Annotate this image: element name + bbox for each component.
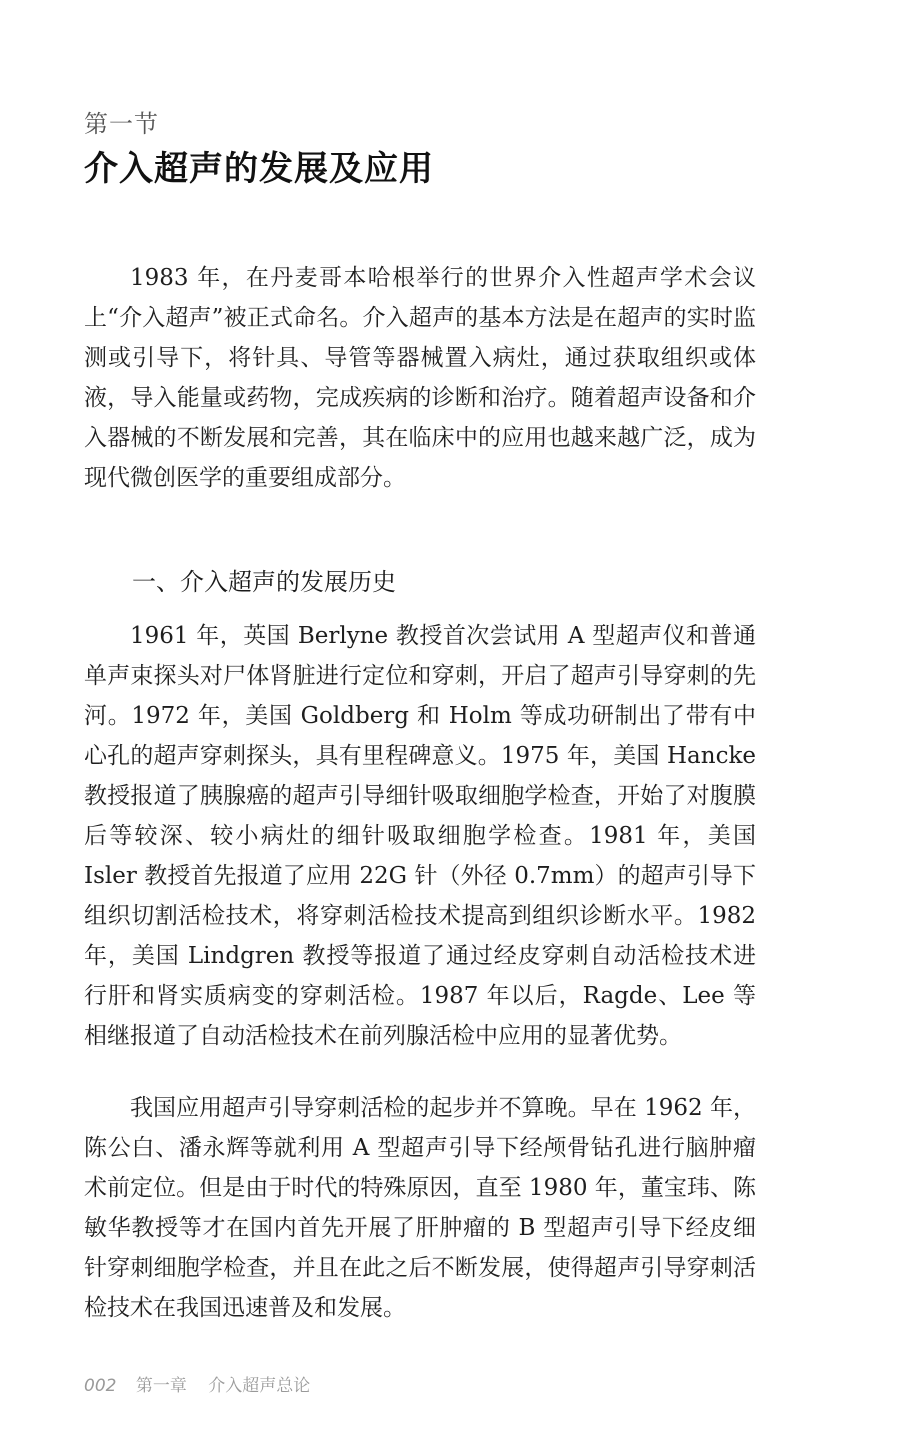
section-title: 介入超声的发展及应用: [84, 149, 434, 189]
page-footer: [84, 1372, 310, 1400]
intro-paragraph: 1983 年，在丹麦哥本哈根举行的世界介入性超声学术会议上“介入超声”被正式命名。介入超声的基本方法是在超声的实时监测或引导下，将针具、导管等器械置入病灶，通过获取组织或体液，导入能量或药物，完成疾病的诊断和治疗。随着超声设备和介入器械的不断发展和完善，其在临床中的应用也越来越广泛，成为现代微创医学的重要组成部分。: [84, 265, 756, 491]
subheading-history: 一、介入超声的发展历史: [132, 568, 396, 596]
footer-chapter: 第一章: [135, 1376, 187, 1396]
history-paragraph-international: 1961 年，英国 Berlyne 教授首次尝试用 A 型超声仪和普通单声束探头对尸体肾脏进行定位和穿刺，开启了超声引导穿刺的先河。1972 年，美国 Goldberg 和 Holm 等成功研制出了带有中心孔的超声穿刺探头，具有里程碑意义。1975 年，美国 Hancke 教授报道了胰腺癌的超声引导细针吸取细胞学检查，开始了对腹膜后等较深、较小病灶的细针吸取细胞学检查。1981 年，美国 Isler 教授首先报道了应用 22G 针（外径 0.7mm）的超声引导下组织切割活检技术，将穿刺活检技术提高到组织诊断水平。1982 年，美国 Lindgren 教授等报道了通过经皮穿刺自动活检技术进行肝和肾实质病变的穿刺活检。1987 年以后，Ragde、Lee 等相继报道了自动活检技术在前列腺活检中应用的显著优势。: [84, 623, 756, 1049]
footer-chapter-title: 介入超声总论: [208, 1376, 311, 1396]
page-number: 002: [84, 1376, 117, 1396]
history-paragraph-china: 我国应用超声引导穿刺活检的起步并不算晚。早在 1962 年，陈公白、潘永辉等就利用 A 型超声引导下经颅骨钻孔进行脑肿瘤术前定位。但是由于时代的特殊原因，直至 1980 年，董宝玮、陈敏华教授等才在国内首先开展了肝肿瘤的 B 型超声引导下经皮细针穿刺细胞学检查，并且在此之后不断发展，使得超声引导穿刺活检技术在我国迅速普及和发展。: [84, 1095, 756, 1321]
section-number: 第一节: [84, 110, 159, 138]
